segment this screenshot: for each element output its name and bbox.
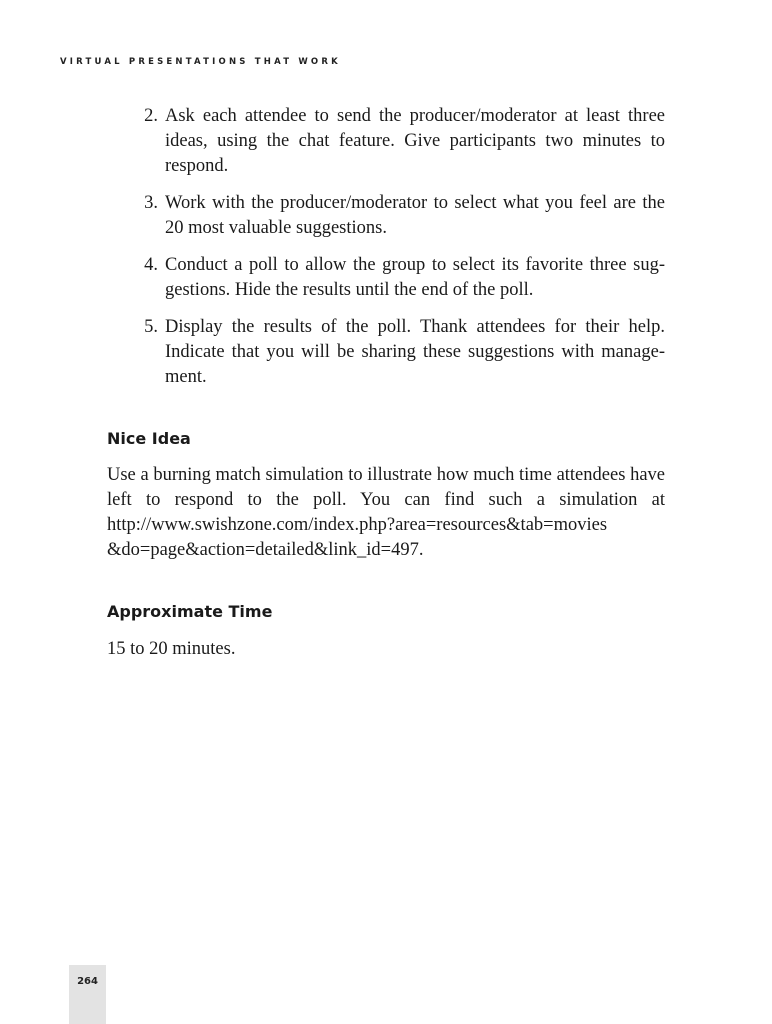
nice-idea-text: Use a burning match simulation to illustrate how much time attendees have left to respond to the poll. You can find such a simulation at http://www.swishzone.com/index.php?area=resources&tab=movies &do=page&action=detailed&link_id=497. [107,465,665,560]
nice-idea-heading: Nice Idea [107,429,191,448]
approximate-time-heading: Approximate Time [107,602,273,621]
step-number: 2. [144,106,158,126]
page-number: 264 [77,976,98,987]
list-item [132,315,665,390]
step-text: Work with the producer/moderator to select what you feel are the 20 most valuable suggestions. [165,193,665,238]
step-text: Conduct a poll to allow the group to select its favorite three suggestions. Hide the results until the end of the poll. [165,255,665,300]
step-number: 3. [144,193,158,213]
step-text: Display the results of the poll. Thank attendees for their help. Indicate that you will be sharing these suggestions with management. [165,317,665,387]
list-item [132,253,665,303]
numbered-steps-list [132,104,665,402]
running-head: VIRTUAL PRESENTATIONS THAT WORK [60,57,341,67]
approximate-time-text: 15 to 20 minutes. [107,639,236,659]
list-item [132,191,665,241]
page-number-tab [69,965,106,1024]
step-number: 4. [144,255,158,275]
step-text: Ask each attendee to send the producer/moderator at least three ideas, using the chat feature. Give participants two minutes to respond. [165,106,665,176]
list-item [132,104,665,179]
step-number: 5. [144,317,158,337]
